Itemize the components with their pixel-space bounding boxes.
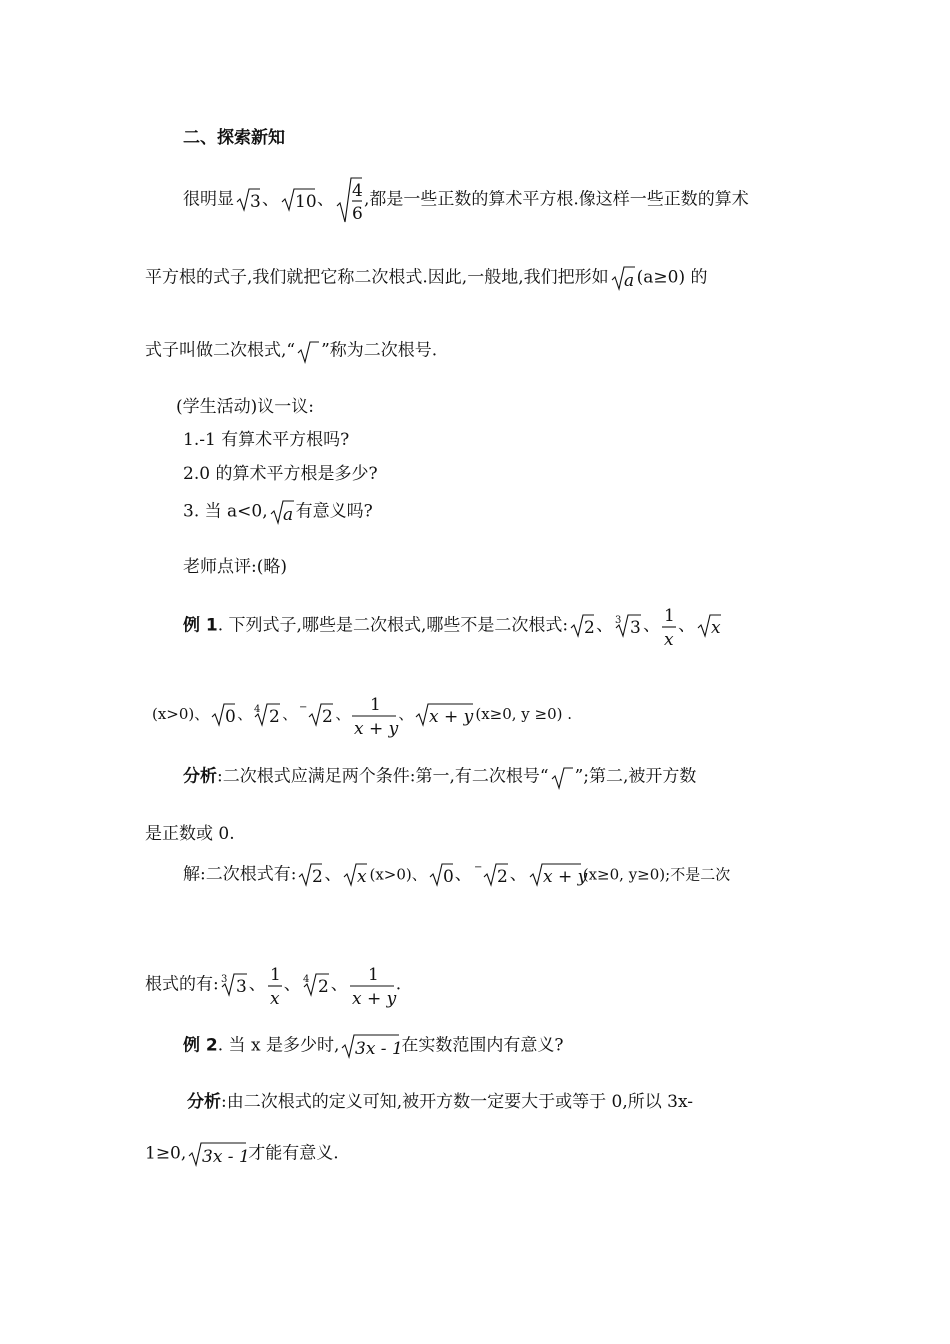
intro-line-2: 平方根的式子,我们就把它称二次根式.因此,一般地,我们把形如 a (a≥0) 的	[145, 264, 708, 292]
svg-text:2: 2	[496, 867, 508, 887]
svg-text:1: 1	[664, 606, 675, 626]
svg-text:0: 0	[225, 707, 237, 727]
svg-text:3: 3	[615, 615, 622, 626]
svg-text:x + y: x + y	[354, 719, 399, 739]
svg-text:3: 3	[630, 618, 641, 638]
svg-text:4: 4	[254, 704, 261, 715]
svg-text:x: x	[711, 618, 721, 638]
svg-text:3x - 1: 3x - 1	[202, 1147, 251, 1167]
cbrt-3	[221, 972, 247, 998]
svg-text:x: x	[664, 630, 674, 650]
svg-text:0: 0	[442, 867, 454, 887]
svg-text:x + y: x + y	[351, 989, 396, 1009]
analysis-1-line-1: 分析:二次根式应满足两个条件:第一,有二次根号“ ”;第二,被开方数	[183, 764, 696, 790]
intro-line-3: 式子叫做二次根式,“ ”称为二次根号.	[145, 338, 437, 364]
svg-text:x: x	[269, 989, 280, 1009]
svg-text:1: 1	[367, 965, 379, 985]
svg-text:−: −	[473, 862, 483, 873]
sqrt-0	[429, 862, 453, 888]
example-1-line-2: (x>0)、 0 、 4 2 、 − 2 、 1 x + y 、 x + y (x≥0, y ≥0) .	[152, 692, 572, 738]
svg-text:3: 3	[235, 977, 247, 997]
svg-text:a: a	[282, 505, 293, 525]
fraction-1-over-xy	[352, 692, 399, 739]
root4-2	[303, 972, 329, 998]
sqrt-a	[611, 264, 635, 292]
svg-text:2: 2	[317, 977, 329, 997]
activity-question-2: 2.0 的算术平方根是多少?	[183, 464, 378, 484]
svg-text:a: a	[623, 271, 634, 291]
sqrt-0	[211, 702, 235, 728]
svg-text:3: 3	[250, 192, 261, 212]
example-1-line-1: 例 1. 下列式子,哪些是二次根式,哪些不是二次根式: 2 、 3 3 、 1 x 、 x	[183, 603, 723, 649]
activity-question-3: 3. 当 a<0, a 有意义吗?	[183, 498, 373, 526]
sqrt-10	[281, 187, 315, 213]
svg-text:2: 2	[269, 707, 281, 727]
sqrt-2	[570, 613, 594, 639]
radical-sign-icon	[297, 338, 319, 364]
analysis-2-line-1: 分析:由二次根式的定义可知,被开方数一定要大于或等于 0,所以 3x-	[187, 1092, 694, 1112]
svg-text:x + y: x + y	[542, 867, 587, 887]
radical-sign-icon	[551, 764, 573, 790]
sqrt-3x-minus-1	[188, 1140, 251, 1168]
activity-title: (学生活动)议一议:	[176, 397, 314, 417]
activity-question-1: 1.-1 有算术平方根吗?	[183, 430, 350, 450]
analysis-1-line-2: 是正数或 0.	[145, 824, 235, 844]
svg-text:2: 2	[312, 867, 324, 887]
fraction-1-over-x	[268, 962, 282, 1008]
analysis-2-line-2: 1≥0, 3x - 1 才能有意义.	[145, 1140, 339, 1168]
section-title: 二、探索新知	[183, 128, 285, 148]
svg-text:−: −	[299, 702, 308, 713]
svg-text:6: 6	[352, 204, 363, 224]
svg-text:4: 4	[302, 974, 310, 985]
sqrt-3	[236, 187, 260, 213]
svg-text:10: 10	[295, 192, 317, 212]
solution-1-line-2: 根式的有: 3 3 、 1 x 、 4 2 、 1 x + y .	[145, 962, 401, 1008]
neg-sqrt-2	[474, 862, 508, 888]
sqrt-x	[697, 613, 721, 639]
svg-text:3: 3	[220, 974, 228, 985]
sqrt-x	[343, 862, 367, 888]
svg-text:2: 2	[322, 707, 334, 727]
neg-sqrt-2	[299, 702, 333, 728]
sqrt-4-over-6	[336, 176, 362, 224]
solution-1-line-1: 解:二次根式有: 2 、 x (x>0)、 0 、 − 2 、 x + y (x≥0, y≥0);不是二次	[183, 862, 731, 887]
sqrt-x-plus-y	[529, 862, 587, 888]
root4-2	[254, 702, 280, 728]
svg-text:4: 4	[352, 181, 363, 201]
intro-line-1: 很明显 3 、 10 、 4 6 ,都是一些正数的算术平方根.像这样一些正数的算术	[183, 176, 749, 224]
sqrt-3x-minus-1	[341, 1032, 404, 1060]
sqrt-a-2	[270, 498, 294, 526]
fraction-1-over-x	[662, 603, 676, 649]
svg-text:x: x	[357, 867, 368, 887]
svg-text:2: 2	[584, 618, 595, 638]
svg-text:1: 1	[269, 965, 281, 985]
cbrt-3	[615, 613, 641, 639]
svg-text:1: 1	[370, 695, 382, 715]
example-2: 例 2. 当 x 是多少时, 3x - 1 在实数范围内有意义?	[183, 1032, 563, 1060]
svg-text:x + y: x + y	[429, 707, 474, 727]
fraction-1-over-xy	[350, 962, 394, 1008]
sqrt-x-plus-y	[415, 702, 473, 728]
svg-text:3x - 1: 3x - 1	[355, 1039, 404, 1059]
teacher-comment: 老师点评:(略)	[183, 557, 287, 577]
sqrt-2	[298, 862, 322, 888]
